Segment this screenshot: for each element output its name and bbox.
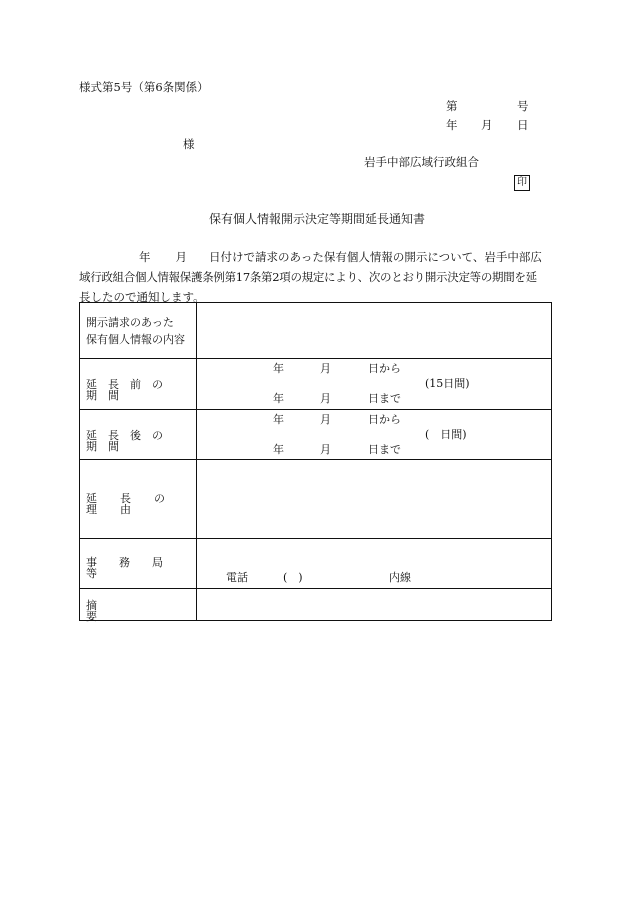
paragraph-line-1 xyxy=(79,247,553,267)
before-from-month: 月 xyxy=(320,362,331,375)
paragraph-line-3: 長したので通知します。 xyxy=(79,290,205,304)
column-divider xyxy=(196,303,197,620)
body-month: 月 xyxy=(175,250,187,264)
doc-number-suffix: 号 xyxy=(517,99,529,113)
seal-mark: 印 xyxy=(514,175,530,191)
label-requested-info-line-2: 保有個人情報の内容 xyxy=(86,333,185,346)
before-from-day: 日から xyxy=(368,362,401,375)
after-to-month: 月 xyxy=(320,443,331,456)
doc-number-prefix: 第 xyxy=(446,99,458,113)
before-to-month: 月 xyxy=(320,392,331,405)
paragraph-line-2: 域行政組合個人情報保護条例第17条第2項の規定により、次のとおり開示決定等の期間を延 xyxy=(79,270,537,284)
phone-area-code: ( ) xyxy=(283,571,303,584)
label-extension-reason: 延長の理由 xyxy=(86,492,188,516)
before-from-year: 年 xyxy=(273,362,284,375)
label-period-before: 延長前の期間 xyxy=(86,378,174,402)
body-line-1-rest: 日付けで請求のあった保有個人情報の開示について、岩手中部広 xyxy=(209,250,542,264)
before-to-year: 年 xyxy=(273,392,284,405)
before-to-day: 日まで xyxy=(368,392,401,405)
after-to-day: 日まで xyxy=(368,443,401,456)
row-divider xyxy=(80,588,551,589)
before-days: (15日間) xyxy=(425,377,470,390)
label-requested-info-line-1: 開示請求のあった xyxy=(86,316,174,329)
after-to-year: 年 xyxy=(273,443,284,456)
row-divider xyxy=(80,358,551,359)
row-divider xyxy=(80,459,551,460)
notice-table xyxy=(79,302,552,621)
after-from-day: 日から xyxy=(368,413,401,426)
label-secretariat: 事務局等 xyxy=(86,556,185,580)
form-number: 様式第5号（第6条関係） xyxy=(79,80,209,94)
addressee-suffix: 様 xyxy=(183,137,195,151)
sender-name: 岩手中部広域行政組合 xyxy=(364,155,479,169)
phone-label: 電話 xyxy=(226,571,248,584)
after-from-year: 年 xyxy=(273,413,284,426)
notice-paragraph xyxy=(79,247,553,307)
row-divider xyxy=(80,409,551,410)
label-remarks: 摘要 xyxy=(86,599,177,623)
label-period-after: 延長後の期間 xyxy=(86,429,174,453)
date-day: 日 xyxy=(517,118,529,132)
date-year: 年 xyxy=(446,118,458,132)
body-year: 年 xyxy=(139,250,151,264)
date-month: 月 xyxy=(481,118,493,132)
document-title: 保有個人情報開示決定等期間延長通知書 xyxy=(209,212,426,226)
row-divider xyxy=(80,538,551,539)
after-days: ( 日間) xyxy=(425,428,467,441)
extension-label: 内線 xyxy=(389,571,411,584)
after-from-month: 月 xyxy=(320,413,331,426)
